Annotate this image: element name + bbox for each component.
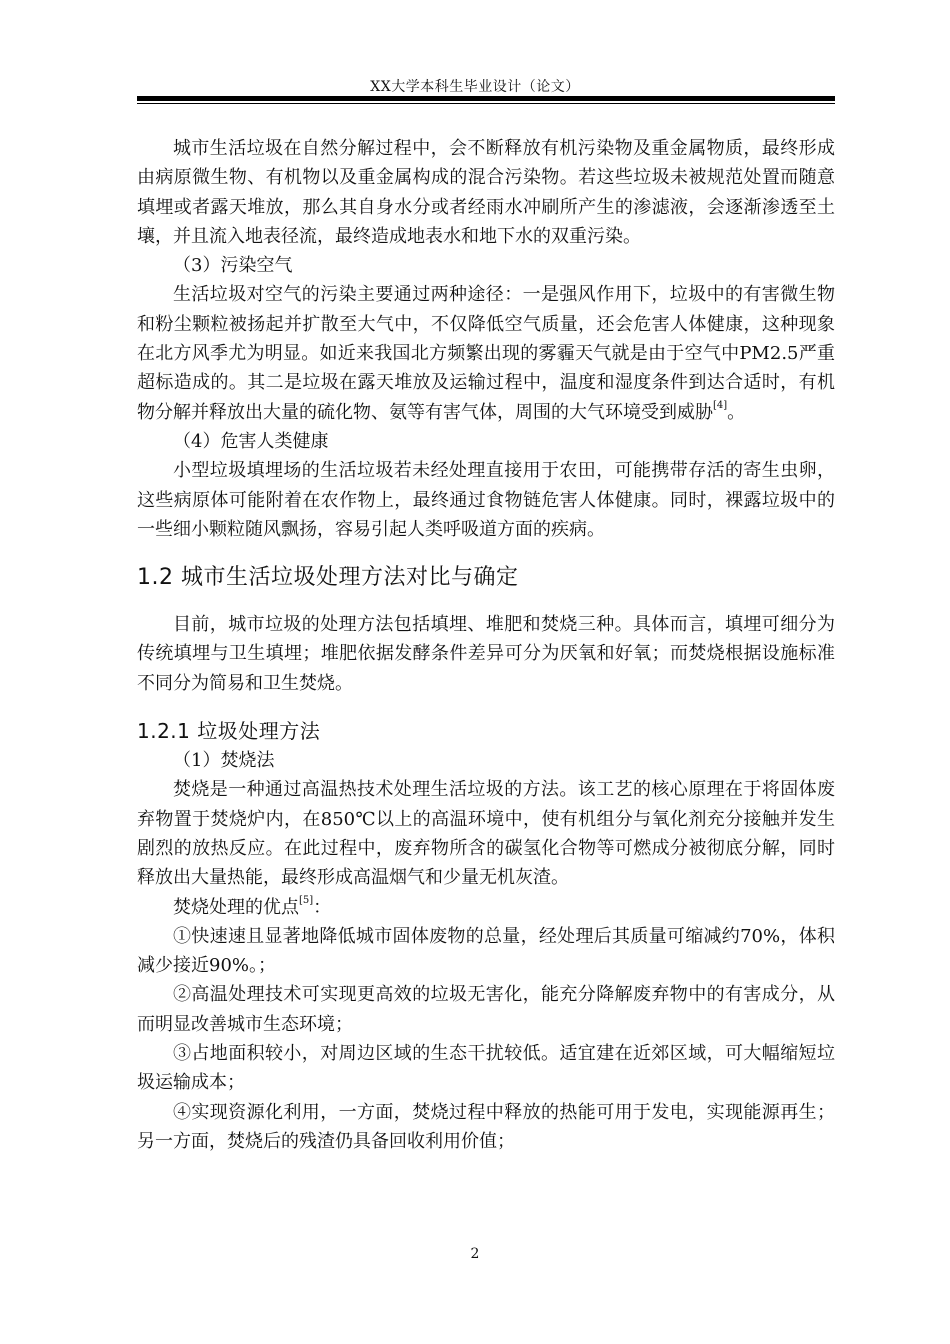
advantage-item-3: ③占地面积较小，对周边区域的生态干扰较低。适宜建在近郊区域，可大幅缩短垃圾运输成本； [137,1043,835,1094]
advantages-intro-end: ： [313,896,332,918]
subheading-incineration: （1）焚烧法 [173,750,275,772]
header-rule-thick [137,96,835,101]
section-heading-1-2-1: 1.2.1 垃圾处理方法 [137,719,321,744]
section-heading-1-2: 1.2 城市生活垃圾处理方法对比与确定 [137,565,519,591]
paragraph-air-pollution-end: 。 [727,401,746,423]
page-number: 2 [470,1246,480,1262]
citation-4: [4] [713,399,728,411]
subheading-air-pollution: （3）污染空气 [173,255,293,277]
subheading-human-health: （4）危害人类健康 [173,430,329,452]
advantage-item-1: ①快速速且显著地降低城市固体废物的总量，经处理后其质量可缩减约70%，体积减少接近90%。； [137,925,835,977]
running-header: XX大学本科生毕业设计（论文） [370,79,580,95]
paragraph-human-health: 小型垃圾填埋场的生活垃圾若未经处理直接用于农田，可能携带存活的寄生虫卵，这些病原体可能附着在农作物上，最终通过食物链危害人体健康。同时，裸露垃圾中的一些细小颗粒随风飘扬，容易引起人类呼吸道方面的疾病。 [137,460,835,540]
advantage-item-2: ②高温处理技术可实现更高效的垃圾无害化，能充分降解废弃物中的有害成分，从而明显改善城市生态环境； [137,984,835,1035]
header-rule-thin [137,103,835,104]
citation-5: [5] [299,894,314,906]
advantage-item-4: ④实现资源化利用，一方面，焚烧过程中释放的热能可用于发电，实现能源再生；另一方面，焚烧后的残渣仍具备回收利用价值； [137,1101,835,1152]
paragraph-incineration-advantages [137,893,835,922]
paragraph-air-pollution [137,280,835,426]
paragraph-air-pollution-text: 生活垃圾对空气的污染主要通过两种途径：一是强风作用下，垃圾中的有害微生物和粉尘颗粒被扬起并扩散至大气中，不仅降低空气质量，还会危害人体健康，这种现象在北方风季尤为明显。如近来我国北方频繁出现的雾霾天气就是由于空气中PM2.5严重超标造成的。其二是垃圾在露天堆放及运输过程中，温度和湿度条件到达合适时，有机物分解并释放出大量的硫化物、氨等有害气体，周围的大气环境受到威胁 [137,284,835,423]
paragraph-water-pollution: 城市生活垃圾在自然分解过程中，会不断释放有机污染物及重金属物质，最终形成由病原微生物、有机物以及重金属构成的混合污染物。若这些垃圾未被规范处置而随意填埋或者露天堆放，那么其自身水分或者经雨水冲刷所产生的渗滤液，会逐渐渗透至土壤，并且流入地表径流，最终造成地表水和地下水的双重污染。 [137,138,835,247]
paragraph-treatment-methods: 目前，城市垃圾的处理方法包括填埋、堆肥和焚烧三种。具体而言，填埋可细分为传统填埋与卫生填埋；堆肥依据发酵条件差异可分为厌氧和好氧；而焚烧根据设施标准不同分为简易和卫生焚烧。 [137,614,835,694]
advantages-intro-text: 焚烧处理的优点 [173,896,299,918]
paragraph-incineration: 焚烧是一种通过高温热技术处理生活垃圾的方法。该工艺的核心原理在于将固体废弃物置于焚烧炉内，在850℃以上的高温环境中，使有机组分与氧化剂充分接触并发生剧烈的放热反应。在此过程中，废弃物所含的碳氢化合物等可燃成分被彻底分解，同时释放出大量热能，最终形成高温烟气和少量无机灰渣。 [137,779,835,889]
page-body [137,134,835,1156]
